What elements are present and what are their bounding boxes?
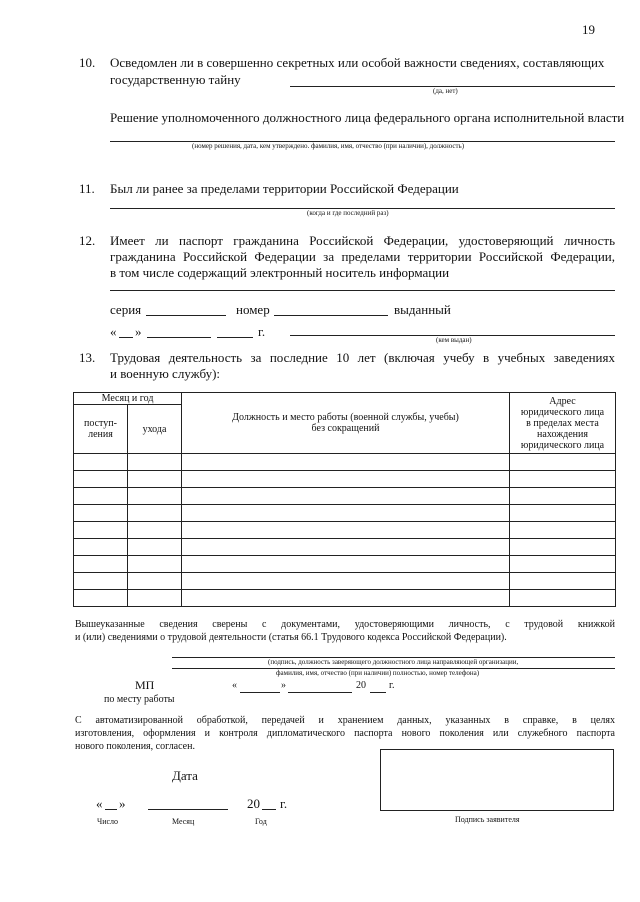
- address-cell[interactable]: [510, 590, 616, 607]
- q11-number: 11.: [79, 181, 95, 196]
- q10-question-line1: Осведомлен ли в совершенно секретных или особой важности сведениях, составляющих: [110, 55, 605, 70]
- issue-year-suffix: г.: [258, 324, 266, 339]
- page-number: 19: [582, 22, 595, 37]
- q12-question-line3: в том числе содержащий электронный носитель информации: [110, 265, 450, 280]
- day-caption: Число: [97, 817, 119, 826]
- verified-text-line2: и (или) сведениями о трудовой деятельности (статья 66.1 Трудового кодекса Российской Федерации).: [75, 632, 507, 643]
- table-row: [74, 488, 616, 505]
- date-quote-open: «: [96, 796, 103, 811]
- issue-date-quote-close: »: [135, 324, 142, 339]
- month-year-header: Месяц и год: [74, 393, 182, 405]
- verified-text-line1: Вышеуказанные сведения сверены с документами, удостоверяющими личность, с трудовой книжкой: [75, 619, 615, 630]
- exit-date-cell[interactable]: [128, 590, 182, 607]
- entry-date-cell[interactable]: [74, 488, 128, 505]
- exit-header: ухода: [128, 405, 182, 454]
- position-cell[interactable]: [182, 488, 510, 505]
- date-year-prefix: 20: [247, 796, 260, 811]
- table-row: [74, 522, 616, 539]
- address-cell[interactable]: [510, 505, 616, 522]
- issued-by-caption: (кем выдан): [436, 336, 472, 344]
- issued-label: выданный: [394, 302, 451, 317]
- table-row: [74, 454, 616, 471]
- verify-date-quote-open: «: [232, 680, 237, 691]
- q10-decision-label: Решение уполномоченного должностного лица федерального органа исполнительной власти: [110, 110, 625, 125]
- exit-date-cell[interactable]: [128, 505, 182, 522]
- verify-day-field[interactable]: [240, 692, 280, 693]
- exit-date-cell[interactable]: [128, 539, 182, 556]
- exit-date-cell[interactable]: [128, 471, 182, 488]
- date-year-suffix: г.: [280, 796, 288, 811]
- work-history-table: [73, 392, 616, 607]
- consent-line2: изготовления, оформления и контроля дипломатического паспорта нового поколения или служебного паспорта: [75, 728, 615, 739]
- entry-date-cell[interactable]: [74, 590, 128, 607]
- table-row: [74, 573, 616, 590]
- entry-date-cell[interactable]: [74, 471, 128, 488]
- q10-yes-no-caption: (да, нет): [433, 87, 458, 95]
- q10-number: 10.: [79, 55, 96, 70]
- address-cell[interactable]: [510, 471, 616, 488]
- address-cell[interactable]: [510, 556, 616, 573]
- date-day-field[interactable]: [105, 809, 117, 810]
- table-header-row: [74, 393, 616, 405]
- entry-header: поступ- ления: [74, 405, 128, 454]
- position-cell[interactable]: [182, 573, 510, 590]
- exit-date-cell[interactable]: [128, 488, 182, 505]
- q12-question-line1: Имеет ли паспорт гражданина Российской Федерации, удостоверяющий личность: [110, 233, 615, 248]
- series-label: серия: [110, 302, 142, 317]
- entry-date-cell[interactable]: [74, 522, 128, 539]
- entry-date-cell[interactable]: [74, 573, 128, 590]
- q10-question-line2: государственную тайну: [110, 72, 241, 87]
- table-row: [74, 471, 616, 488]
- date-title: Дата: [172, 768, 198, 783]
- position-cell[interactable]: [182, 454, 510, 471]
- address-cell[interactable]: [510, 454, 616, 471]
- verify-year-field[interactable]: [370, 692, 386, 693]
- year-caption: Год: [255, 817, 267, 826]
- q13-number: 13.: [79, 350, 96, 365]
- position-cell[interactable]: [182, 539, 510, 556]
- entry-date-cell[interactable]: [74, 454, 128, 471]
- q13-question-line2: и военную службу):: [110, 366, 221, 381]
- q11-caption: (когда и где последний раз): [307, 209, 389, 217]
- address-cell[interactable]: [510, 573, 616, 590]
- verify-date-quote-close: »: [281, 680, 286, 691]
- exit-date-cell[interactable]: [128, 522, 182, 539]
- number-field[interactable]: [274, 315, 388, 316]
- position-cell[interactable]: [182, 590, 510, 607]
- verify-year-suffix: г.: [389, 680, 395, 691]
- number-label: номер: [236, 302, 270, 317]
- verify-year-prefix: 20: [356, 680, 366, 691]
- exit-date-cell[interactable]: [128, 454, 182, 471]
- address-header: Адрес юридического лица в пределах места нахождения юридического лица: [510, 393, 616, 454]
- q12-answer-line[interactable]: [110, 290, 615, 291]
- consent-line3: нового поколения, согласен.: [75, 741, 195, 752]
- q11-question: Был ли ранее за пределами территории Российской Федерации: [110, 181, 459, 196]
- q13-question-line1: Трудовая деятельность за последние 10 лет (включая учебу в учебных заведениях: [110, 350, 615, 365]
- applicant-signature-box[interactable]: [380, 749, 614, 811]
- table-row: [74, 556, 616, 573]
- q12-number: 12.: [79, 233, 96, 248]
- date-month-field[interactable]: [148, 809, 228, 810]
- date-year-field[interactable]: [262, 809, 276, 810]
- q10-decision-caption: (номер решения, дата, кем утверждено. фамилия, имя, отчество (при наличии), должность): [192, 142, 465, 150]
- address-cell[interactable]: [510, 522, 616, 539]
- series-field[interactable]: [146, 315, 226, 316]
- issue-year-field[interactable]: [217, 337, 253, 338]
- address-cell[interactable]: [510, 539, 616, 556]
- exit-date-cell[interactable]: [128, 573, 182, 590]
- stamp-label: МП: [135, 678, 155, 692]
- verifier-caption-1: (подпись, должность заверяющего должностного лица направляющей организации,: [268, 658, 519, 666]
- signature-caption: Подпись заявителя: [455, 815, 520, 824]
- issue-date-quote-open: «: [110, 324, 117, 339]
- verifier-caption-2: фамилия, имя, отчество (при наличии) полностью, номер телефона): [276, 669, 480, 677]
- stamp-place: по месту работы: [104, 694, 175, 705]
- position-cell[interactable]: [182, 522, 510, 539]
- entry-date-cell[interactable]: [74, 539, 128, 556]
- exit-date-cell[interactable]: [128, 556, 182, 573]
- table-row: [74, 590, 616, 607]
- table-row: [74, 539, 616, 556]
- table-row: [74, 505, 616, 522]
- position-cell[interactable]: [182, 471, 510, 488]
- address-cell[interactable]: [510, 488, 616, 505]
- position-cell[interactable]: [182, 556, 510, 573]
- entry-date-cell[interactable]: [74, 556, 128, 573]
- position-header: Должность и место работы (военной службы, учебы) без сокращений: [182, 393, 510, 454]
- position-cell[interactable]: [182, 505, 510, 522]
- month-caption: Месяц: [172, 817, 195, 826]
- consent-line1: С автоматизированной обработкой, передачей и хранением данных, указанных в справке, в целях: [75, 715, 615, 726]
- issue-month-field[interactable]: [147, 337, 211, 338]
- verify-month-field[interactable]: [288, 692, 352, 693]
- issue-day-field[interactable]: [119, 337, 133, 338]
- work-history-rows: [74, 454, 616, 607]
- entry-date-cell[interactable]: [74, 505, 128, 522]
- q12-question-line2: гражданина Российской Федерации за пределами территории Российской Федерации,: [110, 249, 615, 264]
- date-quote-close: »: [119, 796, 126, 811]
